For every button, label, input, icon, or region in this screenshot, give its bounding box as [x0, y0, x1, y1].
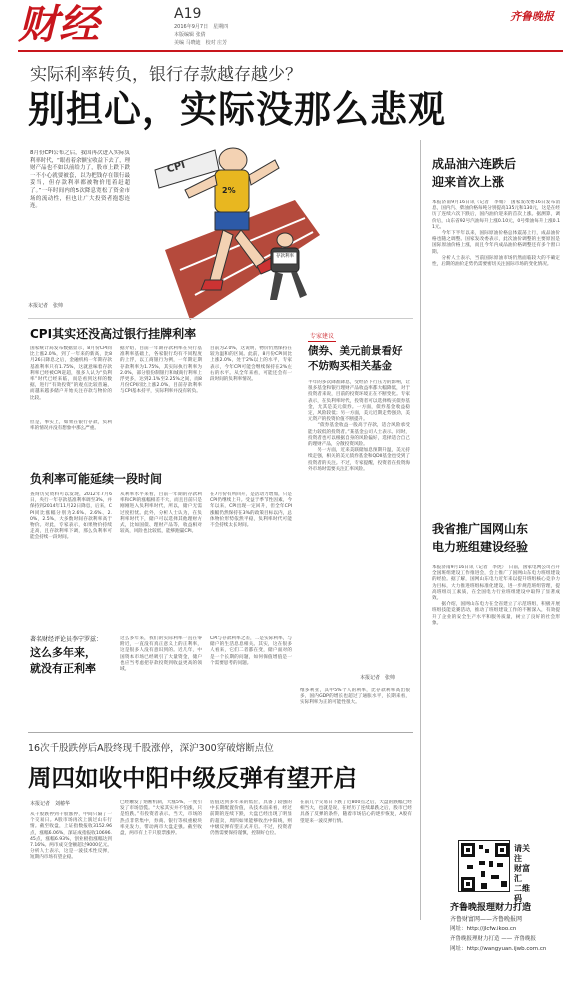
- stocks-col3: 估值达到多年来的低位，具备了较强的中长期配置价值，从技术面来看，经过前期的连续下跌，大盘已经出现了明显的超卖，周四如果能够收出中阳线，则中级反弹有望正式开启。不过，投资者仍然需要保持谨慎，控制好仓位。: [210, 800, 292, 837]
- bond-headline-line-2: 不妨购买相关基金: [308, 360, 392, 372]
- section3-col3: 维多利亚，其中5%个人的利率，比存款利率高出很多，国内GDP的增长也超过了通胀水平，长期来看，实际利率为正的可能性很大。: [300, 688, 410, 706]
- qr-caption-line-1: 请关注: [514, 844, 530, 863]
- stocks-kicker: 16次千股跌停后A股终现千股涨停，深沪300穿破熔断点位: [28, 743, 274, 754]
- qr-code: [458, 840, 510, 892]
- section3-headline: [30, 635, 120, 677]
- stocks-byline: 本报记者 刘椿华: [30, 801, 71, 807]
- oil-headline-line-2: 迎来首次上涨: [432, 175, 505, 189]
- promo-slogan: 齐鲁晚报理财力打造: [450, 903, 532, 913]
- lead-kicker: 实际利率转负，银行存款越存越少？: [30, 65, 302, 85]
- bond-box: [300, 330, 412, 740]
- bond-byline: 本报记者 张帅: [360, 675, 396, 681]
- stocks-col2: 已经触发了熔断机制，大涨5%，一度引发了市场恐慌。“大家其实并不怕涨，只是怕跌。”有投资者表示。当天，市场的热点非常集中，券商、银行等权重板块率先发力，带动两市大盘走强。截至收盘，两市有上千只股票涨停。: [120, 800, 202, 837]
- section1-col1b: 但是，事实上，如果在银行存款，负利率的情况并没有想象中那么严重。: [30, 420, 112, 432]
- bond-headline: [308, 344, 412, 374]
- promo-box: [450, 840, 570, 970]
- oil-headline-line-1: 成品油六连跌后: [432, 157, 517, 171]
- promo-line4: 齐鲁晚报理财力打造 —— 齐鲁晚报: [450, 936, 536, 942]
- grid-body: 本报济南9月16日讯（记者 李虎） 日前，国家电网公司召开全国班组建设工作推进会，会上推广了国网山东电力班组建设的经验。据了解，国网山东电力近年来以提升班组核心竞争力为目标，大力推进班组标准化建设，进一步规范班组管理，提高班组员工素质，在全国电力行业班组建设中取得了显著成效。 据介绍，国网山东电力在全省建立了示范班组，积极开展班组技能竞赛活动，推动了班组建设工作的不断深入，有效提升了企业的安全生产水平和服务质量，树立了良好的社会形象。: [432, 565, 560, 626]
- grid-headline: [432, 520, 572, 556]
- grid-headline-line-1: 我省推广国网山东: [432, 522, 529, 536]
- qr-caption-line-2: 财富汇: [514, 864, 530, 883]
- stocks-rule: [28, 732, 413, 733]
- section-logo: 财经: [18, 2, 100, 48]
- section3-col2: CPI与存款利率之差，二是实际利率，与储户的生活息息相关。其实，这在很多人看来，它们二者都在变，储户面对的是一个长期的问题，如何保值增值是一个需要思考的问题。: [210, 636, 292, 666]
- bond-headline-line-1: 债券、美元前景看好: [308, 345, 403, 357]
- paper-brand: 齐鲁晚报: [510, 10, 554, 23]
- promo-line2: 齐鲁财富网——齐鲁晚报网: [450, 916, 523, 923]
- oil-headline: [432, 155, 572, 191]
- section2-col2: 从利率水平来看，目前一年期的存款利率和CPI的涨幅相差不大，而且目前只是刚刚进入负利率时代，所以，储户无需过度担忧。此外，分析人士认为，在负利率时代下，储户可以选择其他理财方式，比如国债、理财产品等，收益相对较高，风险也比较低，能够跑赢CPI。: [120, 492, 202, 535]
- design-line: 美编 马晓迪 校对 庄芳: [174, 40, 228, 46]
- chaser-label: 存款利率: [276, 254, 294, 259]
- section2-col3: 在7月份有所回升，是活动力增加，只是CPI仍继续上升。受益于季节性因素，今年以来，CPI出现一定回升，但全年CPI涨幅仍然保持在3%的政策目标以内，总体物价形势依然平稳，负利率时代可能不会持续太长时间。: [210, 492, 292, 529]
- bond-tag: 专家建议: [308, 330, 336, 342]
- section1-col1: 国家统计局发布数据显示，8月份CPI同比上涨2.0%，到了一年来的新高，比8月26日降息之后，金融机构一年期存款基准利率只有1.75%，这就意味着存款利率已经被CPI赶超，很多人认为“负利率”时代已经来临，而是看到这样的数据，进行“有效投资”的观点比较普遍，而越来越多储户开始关注存款与物价的比较。: [30, 346, 112, 401]
- masthead-rule: [18, 50, 563, 52]
- section2-col1: 查询历史资料可以发现，2012年7月6日，央行一年存款基准利率调至3%，并保持到2014年11月22日降息，后来，CPI同比涨幅分别为2.6%、2.6%、2.0%，2.5%，大多数时间存款利率高于物价。对此，专家表示，如果物价持续走高，且存款利率下调，那么负利率可能会持续一段时间。: [30, 492, 112, 541]
- section1-rule: [28, 318, 413, 319]
- qr-caption: [514, 844, 530, 904]
- section3-col1: 这么多年来，我们的实际利率一直在零附近，一直没有真正意义上的正利率，这是很多人没有意识到的。近几年，中国资本市场已经吸引了大量资金，储户也应当考虑把存款投资到收益更高的领域。: [120, 636, 202, 673]
- lead-intro: 8月份CPI公布之后，我国再次进入实际负利率时代，“眼看着余额宝收益下去了，理财产品也不如以前给力了，股市上跌下跌一不小心就要被套，以为把钱存在银行最妥当，但存款利率都被物价甩着赶超了。”一年时间内的5次降息宽松了资金市场的流动性，但也让广大投资者抱怨连连。: [30, 150, 130, 210]
- editor-line: 本版编辑 张倩: [174, 32, 206, 38]
- section3-headline-line-3: 就没有正利率: [30, 662, 96, 675]
- promo-url2: 网址：http://wangyuan.ijwb.com.cn: [450, 946, 547, 952]
- section2-headline: 负利率可能延续一段时间: [30, 472, 163, 486]
- lead-byline: 本报记者 张帅: [28, 303, 64, 309]
- bond-body: 半年的多次降准降息，受经济下行压力的影响，让很多基金和银行理财产品收益率都大幅降低，对于投资者来说，目前的投资环境正在不断变化。专家表示，在负利率时代，投资者可以选择购买债券基金，尤其是美元债券。一方面，债券基金收益稳定，风险较低；另一方面，美元近期走势强劲，美元资产的投资价值不断提升。 “债券基金收益一般高于存款，适合风险承受能力较低的投资者。”某基金公司人士表示。同时，投资者也可以根据自身的风险偏好，选择适合自己的理财产品，分散投资风险。 另一方面，近来美联储加息预期升温，美元持续走强，相关的美元债券基金和QDII基金也受到了投资者的关注。不过，专家提醒，投资者在投资海外市场时需要关注汇率风险。: [308, 380, 410, 472]
- lead-headline: 别担心，实际没那么悲观: [28, 88, 446, 131]
- promo-url1: 网址：http://jlcfw.ikoo.cn: [450, 926, 517, 932]
- section1-col2: 据介绍，目前一年期存款利率在央行基准利率基础上，各家银行均有不同程度的上浮，以工商银行为例，一年期定期存款利率为1.75%，其实际执行利率为2.0%，部分股份制银行和城商行利率上浮更多，达到2.1%至2.25%之间，而8月份CPI同比上涨2.0%，目前存款利率与CPI基本持平，实际利率并没有转负。: [120, 346, 202, 395]
- qr-svg: [459, 841, 511, 893]
- section1-headline: CPI其实还没高过银行挂牌利率: [30, 327, 197, 341]
- stocks-col1: 从千股跌停到千股涨停，中间只隔了一个交易日。A股市场再次上演过山车行情。截至收盘，上证指数报收3152.96点，涨幅6.06%，深证成指报收10696.45点，涨幅6.93%，创业板指涨幅达到7.16%。两市成交金额超过9000亿元。分析人士表示，这是一波技术性反弹，短期内市场有望企稳。: [30, 812, 112, 861]
- section3-headline-line-1: 著名财经评论员李宁罗兹：: [30, 636, 103, 643]
- runner-banner-label: CPI: [165, 159, 187, 176]
- page-number: A19: [174, 6, 202, 22]
- oil-body: 本报济南9月16日讯（记者 李娟） 国家发改委16日发布消息，国内汽、柴油价格每吨分别提高135元和130元，这是在经历了连续六次下跌后，国内油价迎来的首次上涨。据测算，调价后，山东省92号汽油每升上涨0.10元，0号柴油每升上涨0.11元。 今年下半年以来，国际原油价格总体震荡上行，成品油价格也随之调整。国家发改委表示，此次油价调整的主要原因是国际原油价格上涨，而且今年内成品油价格调整还有多个窗口期。 分析人士表示，当前国际原油市场仍然面临较大的不确定性，后期的油价走势仍需要密切关注国际市场的变化情况。: [432, 200, 560, 268]
- section3-headline-line-2: 这么多年来，: [30, 646, 96, 659]
- section1-col3: 目前为2.0%，这说明，物价仍然保持在较为温和的区间。此前，8月份CPI同比上涨2.0%，处于2%以上的水平，专家表示，今年CPI可能会继续保持在2%左右的水平。从全年来看，可能还会有一段时间的负利率情况。: [210, 346, 292, 383]
- stocks-col4: 在前几个交易日下跌了近800点之后，大盘的跌幅已经相当大，也就是说，在经历了连续暴跌之后，股市已经具备了反弹的条件，随着市场信心的逐步恢复，A股有望迎来一波反弹行情。: [300, 800, 412, 824]
- date-line: 2016年9月7日 星期四: [174, 24, 229, 30]
- runner-shirt-label: 2%: [222, 186, 236, 195]
- grid-headline-line-2: 电力班组建设经验: [432, 540, 529, 554]
- stocks-headline: 周四如收中阳中级反弹有望开启: [28, 764, 357, 792]
- right-column-divider: [420, 140, 421, 920]
- cartoon-illustration: [145, 140, 320, 320]
- qr-caption-line-3: 二维码: [514, 884, 530, 903]
